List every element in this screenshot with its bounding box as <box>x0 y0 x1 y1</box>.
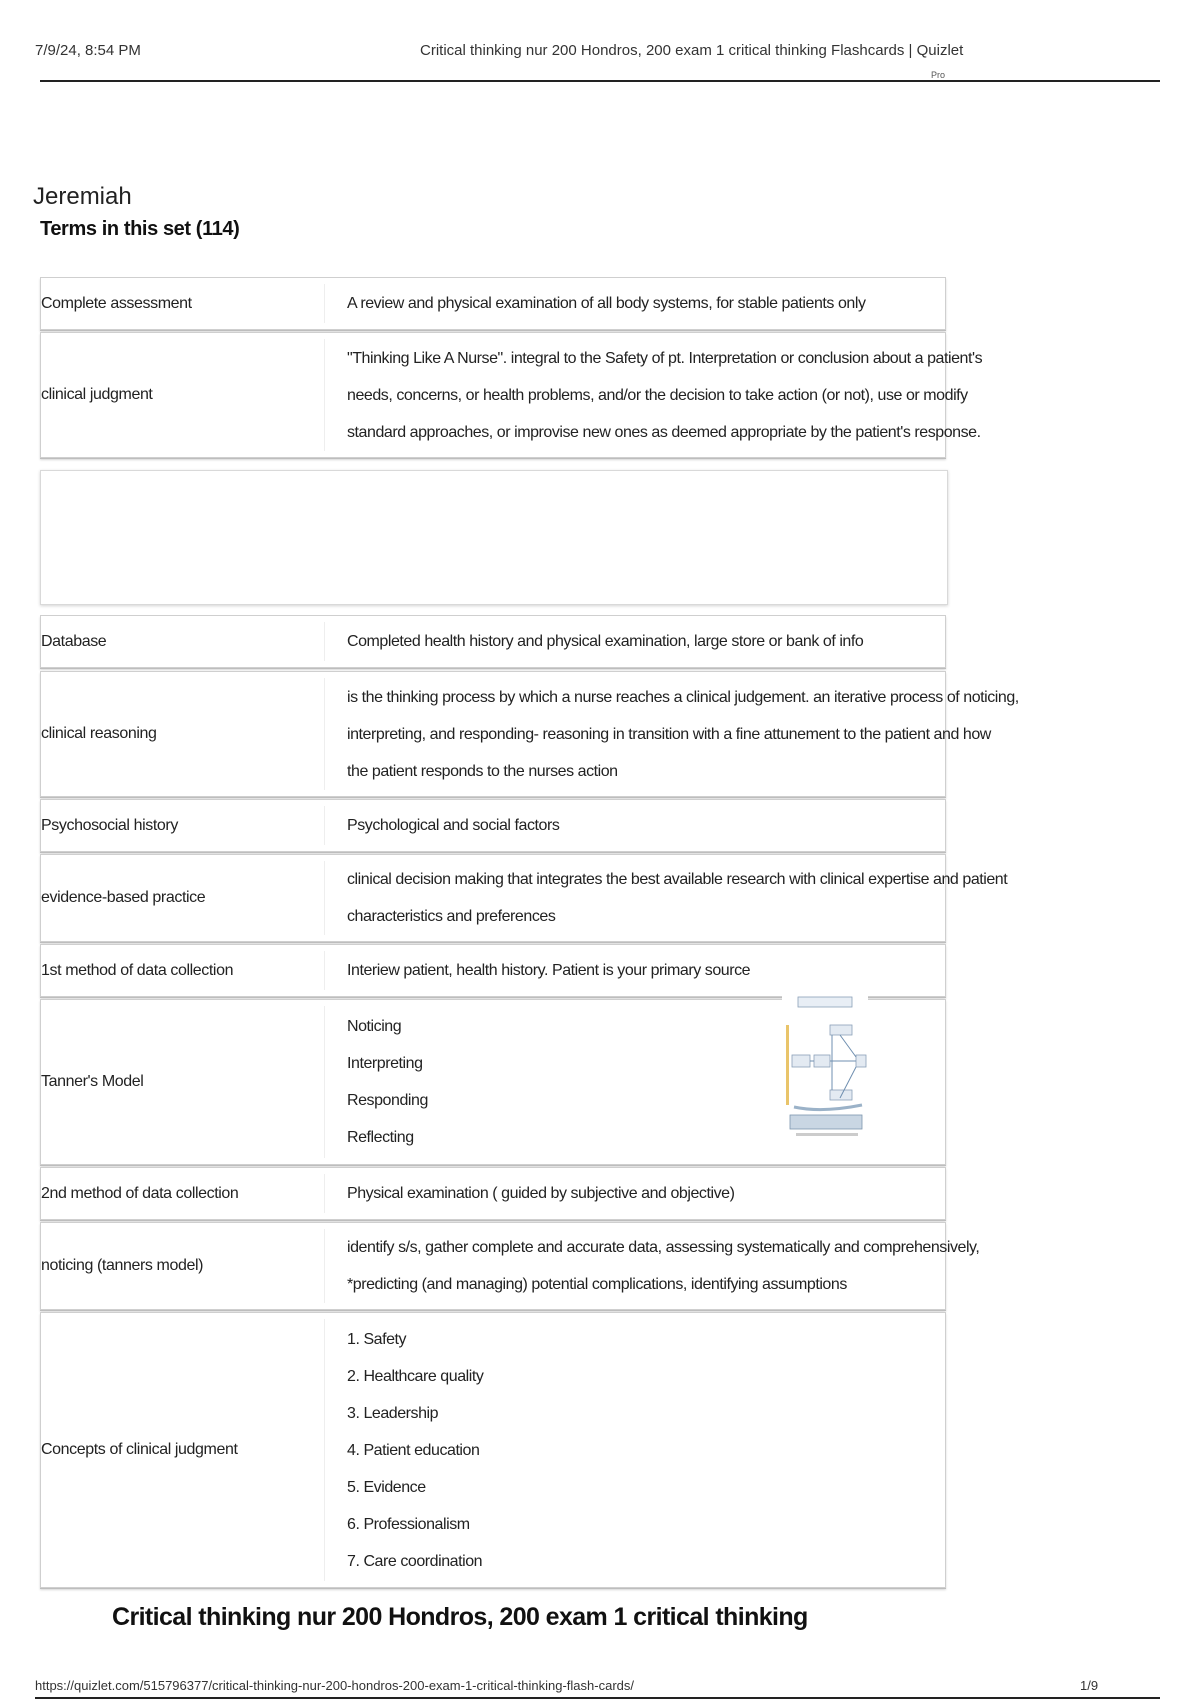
definition-text <box>347 945 865 996</box>
definition-line: 6. Professionalism <box>347 1515 470 1533</box>
term-text: evidence-based practice <box>41 889 206 906</box>
term-text: clinical reasoning <box>41 725 157 742</box>
card-divider <box>324 339 325 451</box>
definition-line: 1. Safety <box>347 1330 407 1348</box>
term-card <box>40 332 983 458</box>
card-divider <box>324 284 325 323</box>
term-text: Complete assessment <box>41 294 192 312</box>
term-card <box>40 799 946 852</box>
page-number: 1/9 <box>1080 1678 1099 1693</box>
card-divider <box>324 678 325 790</box>
card-divider <box>324 622 325 661</box>
term-card <box>40 944 946 997</box>
definition-text <box>347 1313 865 1587</box>
definition-line: Reflecting <box>347 1129 414 1146</box>
term-text: Concepts of clinical judgment <box>41 1441 238 1458</box>
term-text: Psychosocial history <box>41 816 178 834</box>
definition-line: Psychological and social factors <box>347 817 560 834</box>
definition-line: 5. Evidence <box>347 1478 426 1496</box>
term-card <box>40 1222 980 1310</box>
print-title: Critical thinking nur 200 Hondros, 200 exam 1 critical thinking Flashcards | Quizlet <box>420 42 964 59</box>
definition-line: standard approaches, or improvise new ones as deemed appropriate by the patient's response. <box>347 423 981 441</box>
definition-line: Interpreting <box>347 1055 423 1072</box>
definition-text <box>347 800 865 851</box>
definition-line: 7. Care coordination <box>347 1552 483 1570</box>
term-text: Tanner's Model <box>41 1073 144 1090</box>
term-card <box>40 615 946 668</box>
card-divider <box>324 1006 325 1158</box>
definition-line: Interiew patient, health history. Patient is your primary source <box>347 962 751 979</box>
footer-rule <box>35 1697 1160 1699</box>
definition-text <box>347 1223 980 1309</box>
term-card <box>40 1312 946 1588</box>
definition-line: Completed health history and physical examination, large store or bank of info <box>347 633 864 650</box>
definition-line: Responding <box>347 1092 428 1109</box>
card-divider <box>324 1174 325 1213</box>
card-divider <box>324 861 325 935</box>
definition-text <box>347 278 865 329</box>
definition-text <box>347 1168 865 1219</box>
set-title: Critical thinking nur 200 Hondros, 200 exam 1 critical thinking <box>112 1603 808 1631</box>
term-text: clinical judgment <box>41 386 153 403</box>
term-text: 2nd method of data collection <box>41 1184 239 1202</box>
tanner-model-diagram-icon[interactable] <box>782 995 868 1141</box>
definition-line: interpreting, and responding- reasoning in transition with a fine attunement to the patient and how <box>347 725 991 743</box>
pro-badge: Pro <box>931 70 946 80</box>
definition-line: characteristics and preferences <box>347 908 556 925</box>
definition-line: 3. Leadership <box>347 1404 439 1422</box>
term-text: 1st method of data collection <box>41 961 234 979</box>
card-divider <box>324 951 325 990</box>
definition-line: A review and physical examination of all body systems, for stable patients only <box>347 295 866 312</box>
term-card <box>40 854 1008 942</box>
definition-text <box>347 616 865 667</box>
definition-line: clinical decision making that integrates the best available research with clinical expertise and patient <box>347 871 1008 888</box>
card-divider <box>324 806 325 845</box>
term-text: noticing (tanners model) <box>41 1257 204 1274</box>
definition-line: Physical examination ( guided by subjective and objective) <box>347 1185 735 1202</box>
term-card <box>40 277 946 330</box>
term-card <box>40 1167 946 1220</box>
definition-line: 2. Healthcare quality <box>347 1367 484 1385</box>
header-rule <box>40 80 1160 82</box>
blank-card <box>40 470 948 605</box>
definition-line: the patient responds to the nurses action <box>347 762 618 780</box>
term-text: Database <box>41 632 107 650</box>
page-url[interactable]: https://quizlet.com/515796377/critical-thinking-nur-200-hondros-200-exam-1-critical-thinking-flash-cards/ <box>35 1678 634 1693</box>
card-divider <box>324 1319 325 1581</box>
card-divider <box>324 1229 325 1303</box>
definition-line: is the thinking process by which a nurse reaches a clinical judgement. an iterative process of noticing, <box>347 688 1019 706</box>
definition-line: identify s/s, gather complete and accurate data, assessing systematically and comprehensively, <box>347 1239 980 1256</box>
definition-line: "Thinking Like A Nurse". integral to the Safety of pt. Interpretation or conclusion about a patient's <box>347 349 983 367</box>
definition-line: needs, concerns, or health problems, and/or the decision to take action (or not), use or modify <box>347 386 968 404</box>
author-name[interactable]: Jeremiah <box>33 183 132 210</box>
term-card <box>40 671 1019 797</box>
definition-text <box>347 672 1019 796</box>
definition-text <box>347 333 983 457</box>
print-date: 7/9/24, 8:54 PM <box>35 42 141 59</box>
definition-line: *predicting (and managing) potential complications, identifying assumptions <box>347 1276 847 1293</box>
definition-line: 4. Patient education <box>347 1441 480 1459</box>
definition-line: Noticing <box>347 1018 402 1035</box>
definition-text <box>347 855 1008 941</box>
terms-heading: Terms in this set (114) <box>40 218 240 240</box>
